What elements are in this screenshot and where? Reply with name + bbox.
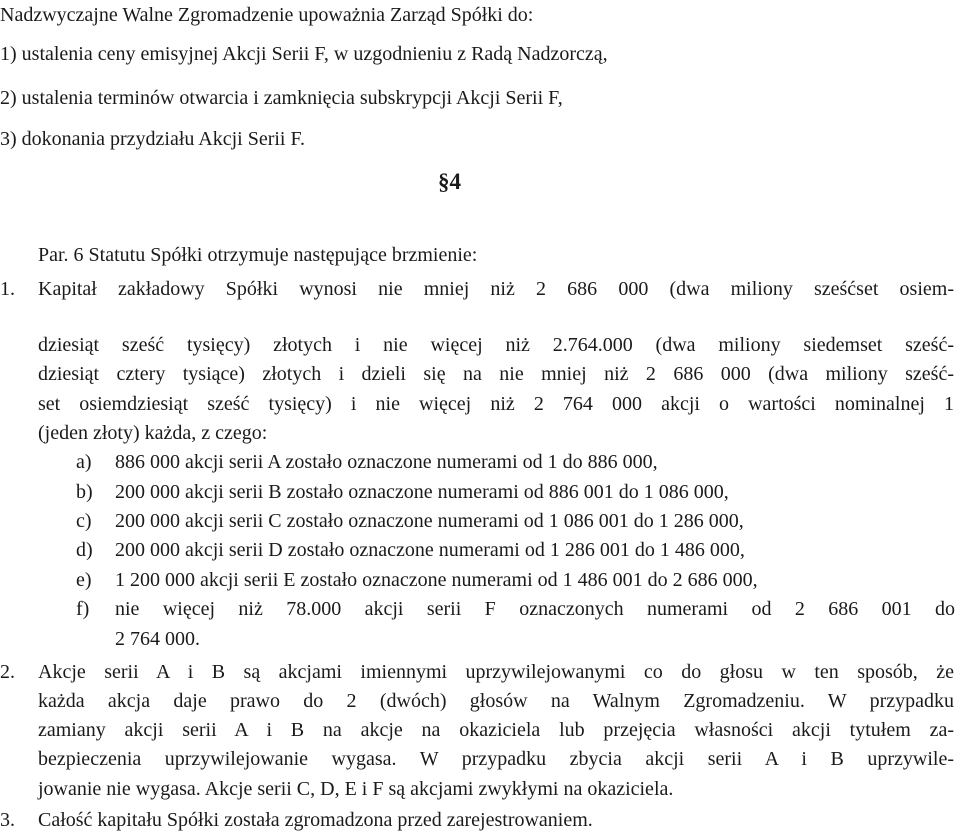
item-c-text: 200 000 akcji serii C zostało oznaczone numerami od 1 086 001 do 1 286 000, [115,510,744,532]
point-2-line-1: każda akcja daje prawo do 2 (dwóch) głosów na Walnym Zgromadzeniu. W przypadku [38,690,954,712]
intro-line-3: 3) dokonania przydziału Akcji Serii F. [0,128,305,150]
point-1-number: 1. [0,278,15,300]
item-e-label: e) [76,569,92,591]
item-d-text: 200 000 akcji serii D zostało oznaczone numerami od 1 286 001 do 1 486 000, [115,539,745,561]
point-1-line-3: set osiemdziesiąt sześć tysięcy) i nie więcej niż 2 764 000 akcji o wartości nominalnej 1 [38,393,954,415]
point-2-number: 2. [0,661,15,683]
intro-line-2: 2) ustalenia terminów otwarcia i zamknięcia subskrypcji Akcji Serii F, [0,87,563,109]
intro-line-0: Nadzwyczajne Walne Zgromadzenie upoważnia Zarząd Spółki do: [0,4,534,26]
point-3-text: Całość kapitału Spółki została zgromadzona przed zarejestrowaniem. [38,809,593,831]
item-a-text: 886 000 akcji serii A zostało oznaczone numerami od 1 do 886 000, [115,451,658,473]
item-f-continuation: 2 764 000. [115,628,200,650]
section-lead: Par. 6 Statutu Spółki otrzymuje następujące brzmienie: [38,244,478,266]
item-c-label: c) [76,510,92,532]
point-1-line-2: dziesiąt cztery tysiące) złotych i dzieli się na nie mniej niż 2 686 000 (dwa miliony sześć- [38,363,954,385]
section-heading: §4 [438,169,461,194]
intro-line-1: 1) ustalenia ceny emisyjnej Akcji Serii F, w uzgodnieniu z Radą Nadzorczą, [0,43,608,65]
point-2-line-3: bezpieczenia uprzywilejowanie wygasa. W przypadku zbycia akcji serii A i B uprzywile- [38,748,954,770]
point-1-line-0: Kapitał zakładowy Spółki wynosi nie mniej niż 2 686 000 (dwa miliony sześćset osiem- [38,278,954,300]
point-2-line-4: jowanie nie wygasa. Akcje serii C, D, E i F są akcjami zwykłymi na okaziciela. [38,778,674,800]
item-d-label: d) [76,539,93,561]
point-1-line-4: (jeden złoty) każda, z czego: [38,422,268,444]
item-f-label: f) [76,598,90,620]
item-b-label: b) [76,481,93,503]
point-1-line-1: dziesiąt sześć tysięcy) złotych i nie więcej niż 2.764.000 (dwa miliony siedemset sześć- [38,334,954,356]
point-3-number: 3. [0,809,15,831]
item-b-text: 200 000 akcji serii B zostało oznaczone numerami od 886 001 do 1 086 000, [115,481,729,503]
item-a-label: a) [76,451,92,473]
item-e-text: 1 200 000 akcji serii E zostało oznaczone numerami od 1 486 001 do 2 686 000, [115,569,758,591]
point-2-line-2: zamiany akcji serii A i B na akcje na okaziciela lub przejęcia własności akcji tytułem za- [38,719,954,741]
point-2-line-0: Akcje serii A i B są akcjami imiennymi uprzywilejowanymi co do głosu w ten sposób, że [38,661,954,683]
item-f-text: nie więcej niż 78.000 akcji serii F oznaczonych numerami od 2 686 001 do [115,598,955,620]
